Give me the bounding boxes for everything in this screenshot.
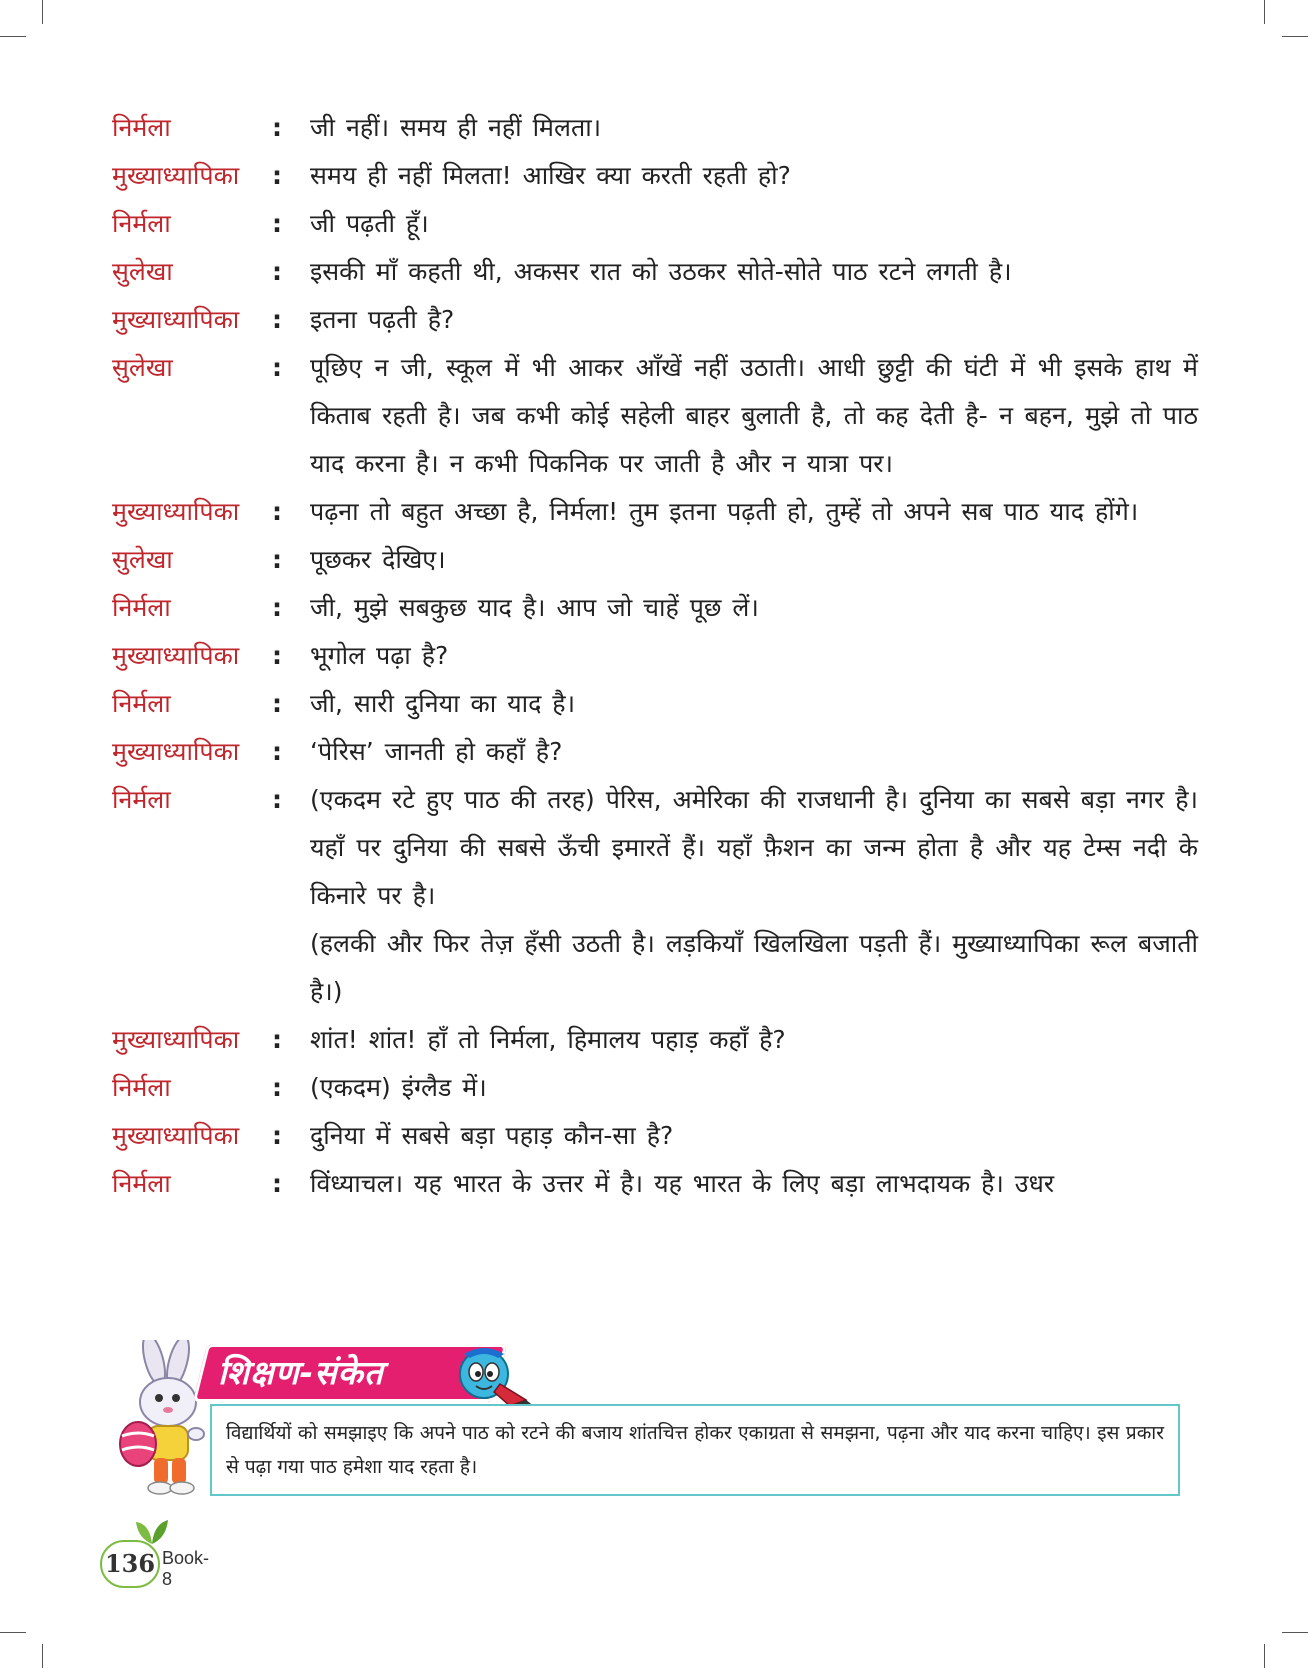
speaker-colon: :	[272, 545, 282, 574]
speaker-name: मुख्याध्यापिका	[112, 161, 240, 190]
speaker-colon: :	[272, 1169, 282, 1198]
dialogue-line	[112, 1160, 1198, 1208]
note-box	[210, 1404, 1180, 1496]
speech-text	[310, 344, 1198, 488]
book-label: Book-8	[162, 1548, 210, 1589]
speaker-name: निर्मला	[112, 785, 171, 814]
speaker-colon: :	[272, 689, 282, 718]
speech-paragraph: विंध्याचल। यह भारत के उत्तर में है। यह भारत के लिए बड़ा लाभदायक है। उधर	[310, 1169, 1055, 1198]
dialogue-line	[112, 488, 1198, 536]
speaker-name: सुलेखा	[112, 257, 173, 286]
speaker-name: मुख्याध्यापिका	[112, 305, 240, 334]
speech-paragraph: पूछिए न जी, स्कूल में भी आकर आँखें नहीं उठाती। आधी छुट्टी की घंटी में भी इसके हाथ में किताब रहती है। जब कभी कोई सहेली बाहर बुलाती है, तो कह देती है- न बहन, मुझे तो पाठ याद करना है। न कभी पिकनिक पर जाती है और न यात्रा पर।	[310, 353, 1198, 478]
speaker-colon: :	[272, 1025, 282, 1054]
pencil-mascot-icon	[450, 1340, 560, 1410]
speaker-colon: :	[272, 1073, 282, 1102]
dialogue	[112, 104, 1198, 1208]
crop-mark	[0, 1632, 26, 1633]
speaker-name: निर्मला	[112, 689, 171, 718]
speech-text	[310, 296, 1198, 344]
speech-text	[310, 776, 1198, 1016]
speaker-colon: :	[272, 161, 282, 190]
speech-text	[310, 536, 1198, 584]
crop-mark	[42, 1644, 43, 1668]
speech-text	[310, 632, 1198, 680]
speech-text	[310, 152, 1198, 200]
crop-mark	[42, 0, 43, 24]
speaker-colon: :	[272, 257, 282, 286]
crop-mark	[1282, 1632, 1308, 1633]
speech-text	[310, 200, 1198, 248]
speech-paragraph: भूगोल पढ़ा है?	[310, 641, 449, 670]
speaker-name: निर्मला	[112, 1169, 171, 1198]
speaker-name: मुख्याध्यापिका	[112, 1025, 240, 1054]
speaker-name: मुख्याध्यापिका	[112, 1121, 240, 1150]
speaker-colon: :	[272, 209, 282, 238]
speech-text	[310, 584, 1198, 632]
speech-paragraph: जी पढ़ती हूँ।	[310, 209, 429, 238]
dialogue-line	[112, 344, 1198, 488]
speech-paragraph: समय ही नहीं मिलता! आखिर क्या करती रहती हो?	[310, 161, 791, 190]
speaker-colon: :	[272, 1121, 282, 1150]
dialogue-line	[112, 1016, 1198, 1064]
speaker-colon: :	[272, 737, 282, 766]
crop-mark	[1264, 1644, 1265, 1668]
dialogue-line	[112, 536, 1198, 584]
speech-text	[310, 248, 1198, 296]
speech-paragraph: जी, मुझे सबकुछ याद है। आप जो चाहें पूछ लें।	[310, 593, 759, 622]
speech-paragraph: इसकी माँ कहती थी, अकसर रात को उठकर सोते-सोते पाठ रटने लगती है।	[310, 257, 1012, 286]
speaker-name: सुलेखा	[112, 353, 173, 382]
speech-paragraph: ‘पेरिस’ जानती हो कहाँ है?	[310, 737, 563, 766]
speech-text	[310, 488, 1198, 536]
speaker-colon: :	[272, 593, 282, 622]
speech-paragraph: (एकदम) इंग्लैड में।	[310, 1073, 487, 1102]
page-number: 136	[100, 1540, 160, 1588]
teaching-note	[110, 1340, 1190, 1500]
speaker-name: मुख्याध्यापिका	[112, 641, 240, 670]
speaker-colon: :	[272, 785, 282, 814]
note-text: विद्यार्थियों को समझाइए कि अपने पाठ को रटने की बजाय शांतचित्त होकर एकाग्रता से समझना, पढ़ना और याद करना चाहिए। इस प्रकार से पढ़ा गया पाठ हमेशा याद रहता है।	[226, 1422, 1164, 1478]
dialogue-line	[112, 632, 1198, 680]
dialogue-line	[112, 776, 1198, 1016]
speech-text	[310, 1064, 1198, 1112]
speaker-name: सुलेखा	[112, 545, 173, 574]
speech-paragraph: (हलकी और फिर तेज़ हँसी उठती है। लड़कियाँ खिलखिला पड़ती हैं। मुख्याध्यापिका रूल बजाती है।)	[310, 929, 1198, 1006]
speech-paragraph: शांत! शांत! हाँ तो निर्मला, हिमालय पहाड़ कहाँ है?	[310, 1025, 786, 1054]
speech-paragraph: दुनिया में सबसे बड़ा पहाड़ कौन-सा है?	[310, 1121, 674, 1150]
speaker-name: निर्मला	[112, 209, 171, 238]
speaker-name: निर्मला	[112, 593, 171, 622]
speech-text	[310, 1160, 1198, 1208]
speech-paragraph: पढ़ना तो बहुत अच्छा है, निर्मला! तुम इतना पढ़ती हो, तुम्हें तो अपने सब पाठ याद होंगे।	[310, 497, 1139, 526]
speech-paragraph: इतना पढ़ती है?	[310, 305, 455, 334]
speaker-colon: :	[272, 497, 282, 526]
dialogue-line	[112, 584, 1198, 632]
dialogue-line	[112, 200, 1198, 248]
speaker-name: मुख्याध्यापिका	[112, 737, 240, 766]
dialogue-line	[112, 104, 1198, 152]
speech-text	[310, 728, 1198, 776]
speech-text	[310, 1016, 1198, 1064]
note-title: शिक्षण-संकेत	[218, 1353, 384, 1392]
speech-paragraph: जी नहीं। समय ही नहीं मिलता।	[310, 113, 602, 142]
crop-mark	[1282, 36, 1308, 37]
crop-mark	[1264, 0, 1265, 24]
speech-text	[310, 1112, 1198, 1160]
speaker-name: निर्मला	[112, 1073, 171, 1102]
dialogue-line	[112, 1112, 1198, 1160]
dialogue-line	[112, 152, 1198, 200]
dialogue-line	[112, 248, 1198, 296]
speech-text	[310, 104, 1198, 152]
speaker-colon: :	[272, 113, 282, 142]
speaker-colon: :	[272, 641, 282, 670]
bunny-mascot-icon	[110, 1340, 210, 1500]
speaker-name: निर्मला	[112, 113, 171, 142]
speaker-colon: :	[272, 305, 282, 334]
dialogue-line	[112, 296, 1198, 344]
speech-text	[310, 680, 1198, 728]
speech-paragraph: (एकदम रटे हुए पाठ की तरह) पेरिस, अमेरिका की राजधानी है। दुनिया का सबसे बड़ा नगर है। यहाँ पर दुनिया की सबसे ऊँची इमारतें हैं। यहाँ फ़ैशन का जन्म होता है और यह टेम्स नदी के किनारे पर है।	[310, 785, 1198, 910]
dialogue-line	[112, 680, 1198, 728]
speaker-name: मुख्याध्यापिका	[112, 497, 240, 526]
dialogue-line	[112, 1064, 1198, 1112]
speech-paragraph: पूछकर देखिए।	[310, 545, 446, 574]
speech-paragraph: जी, सारी दुनिया का याद है।	[310, 689, 576, 718]
dialogue-line	[112, 728, 1198, 776]
crop-mark	[0, 36, 26, 37]
speaker-colon: :	[272, 353, 282, 382]
